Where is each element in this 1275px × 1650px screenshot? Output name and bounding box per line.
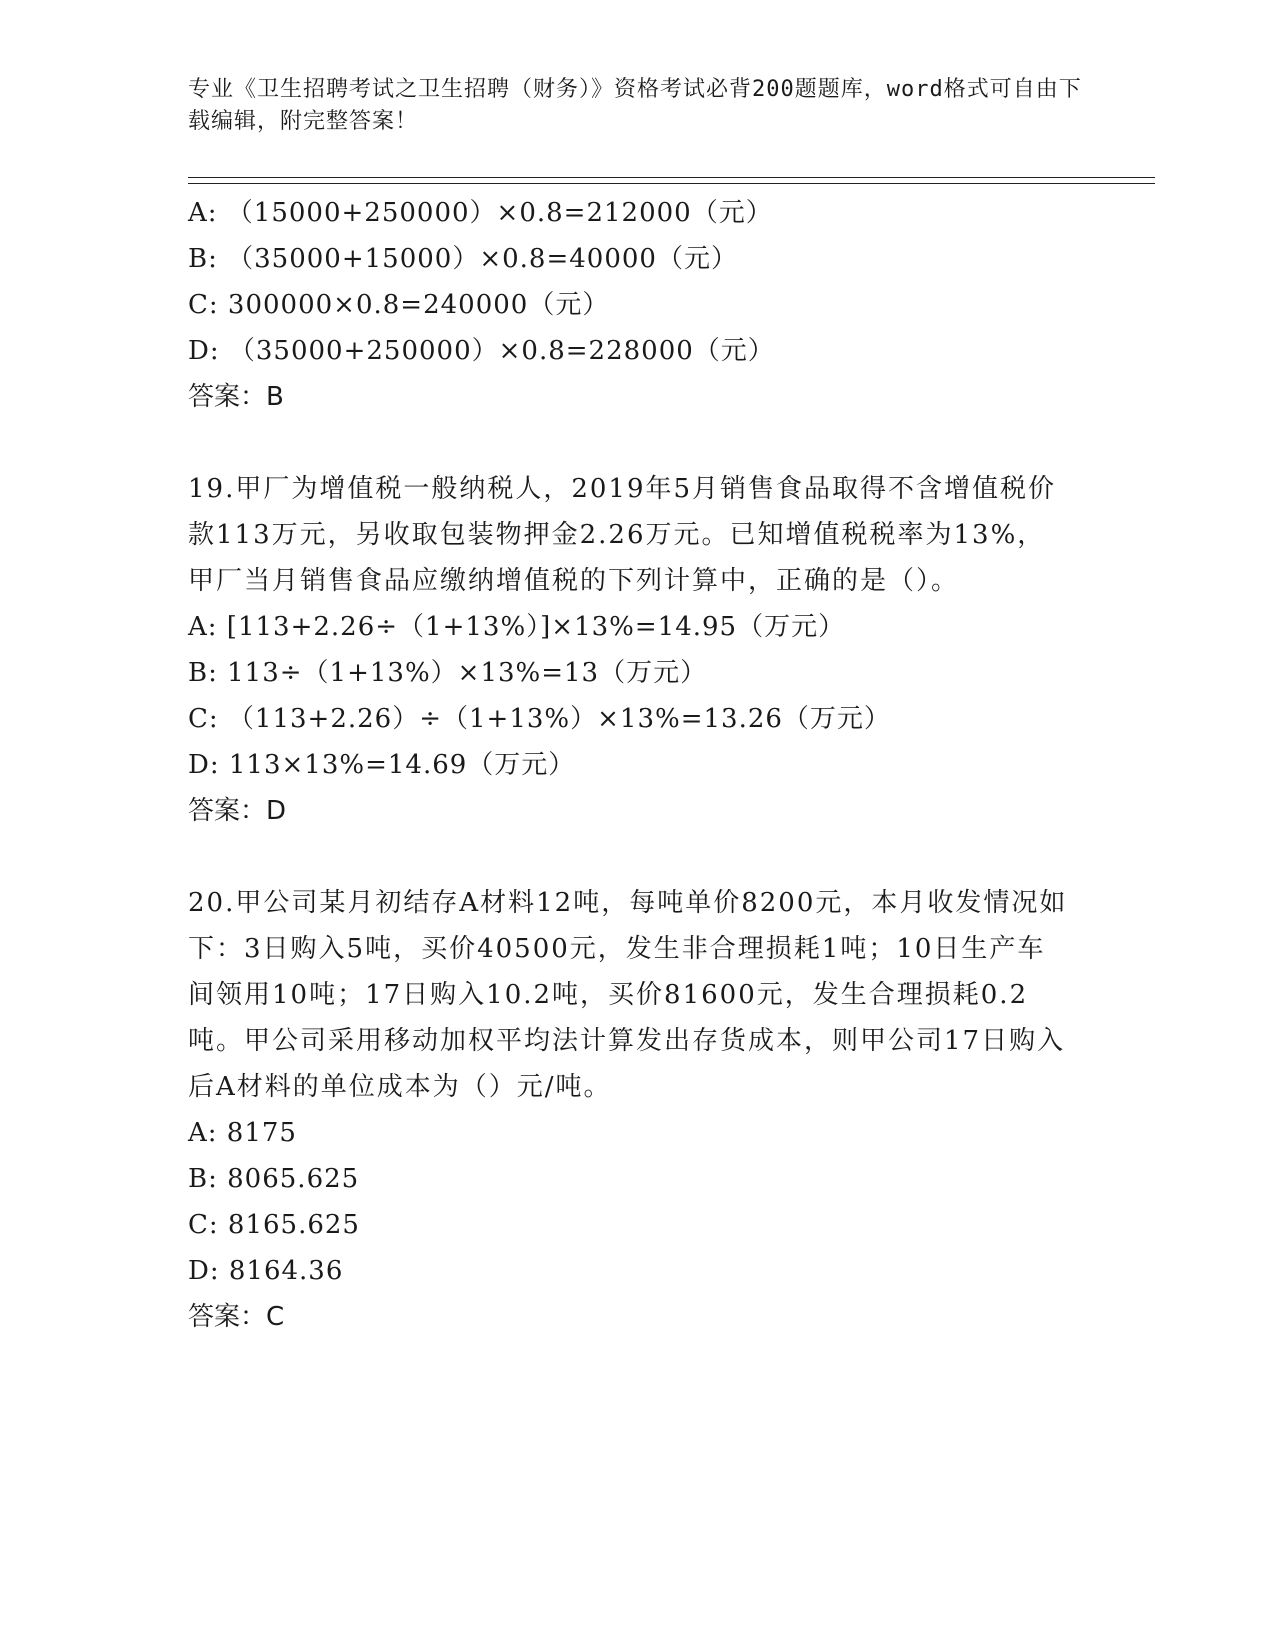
- question-20: [188, 880, 1088, 1340]
- answer-line: 答案：B: [188, 382, 284, 412]
- question-stem: 20.甲公司某月初结存A材料12吨，每吨单价8200元，本月收发情况如下：3日购入5吨，买价40500元，发生非合理损耗1吨；10日生产车间领用10吨；17日购入10.2吨，买价81600元，发生合理损耗0.2吨。甲公司采用移动加权平均法计算发出存货成本，则甲公司17日购入后A材料的单位成本为（）元/吨。: [188, 888, 1068, 1102]
- option-c: C: 300000×0.8=240000（元）: [188, 290, 610, 320]
- option-c: C: （113+2.26）÷（1+13%）×13%=13.26（万元）: [188, 704, 891, 734]
- document-header: [188, 74, 1088, 138]
- option-d: D: 113×13%=14.69（万元）: [188, 750, 576, 780]
- option-d: D: （35000+250000）×0.8=228000（元）: [188, 336, 775, 366]
- answer-line: 答案：C: [188, 1302, 285, 1332]
- option-d: D: 8164.36: [188, 1256, 344, 1286]
- answer-line: 答案：D: [188, 796, 287, 826]
- header-title: 专业《卫生招聘考试之卫生招聘（财务）》资格考试必背200题题库，word格式可自由下载编辑，附完整答案！: [188, 77, 1082, 134]
- question-18: [188, 190, 1088, 420]
- header-divider-bottom: [188, 183, 1155, 184]
- header-divider-top: [188, 177, 1155, 178]
- option-b: B: 8065.625: [188, 1164, 360, 1194]
- spacer: [188, 420, 1088, 466]
- option-c: C: 8165.625: [188, 1210, 360, 1240]
- option-a: A: [113+2.26÷（1+13%）]×13%=14.95（万元）: [188, 612, 846, 642]
- question-list: [188, 190, 1088, 1340]
- option-b: B: （35000+15000）×0.8=40000（元）: [188, 244, 738, 274]
- option-a: A: （15000+250000）×0.8=212000（元）: [188, 198, 773, 228]
- option-b: B: 113÷（1+13%）×13%=13（万元）: [188, 658, 708, 688]
- spacer: [188, 834, 1088, 880]
- option-a: A: 8175: [188, 1118, 297, 1148]
- question-stem: 19.甲厂为增值税一般纳税人，2019年5月销售食品取得不含增值税价款113万元，另收取包装物押金2.26万元。已知增值税税率为13%，甲厂当月销售食品应缴纳增值税的下列计算中，正确的是（）。: [188, 474, 1057, 596]
- question-19: [188, 466, 1088, 834]
